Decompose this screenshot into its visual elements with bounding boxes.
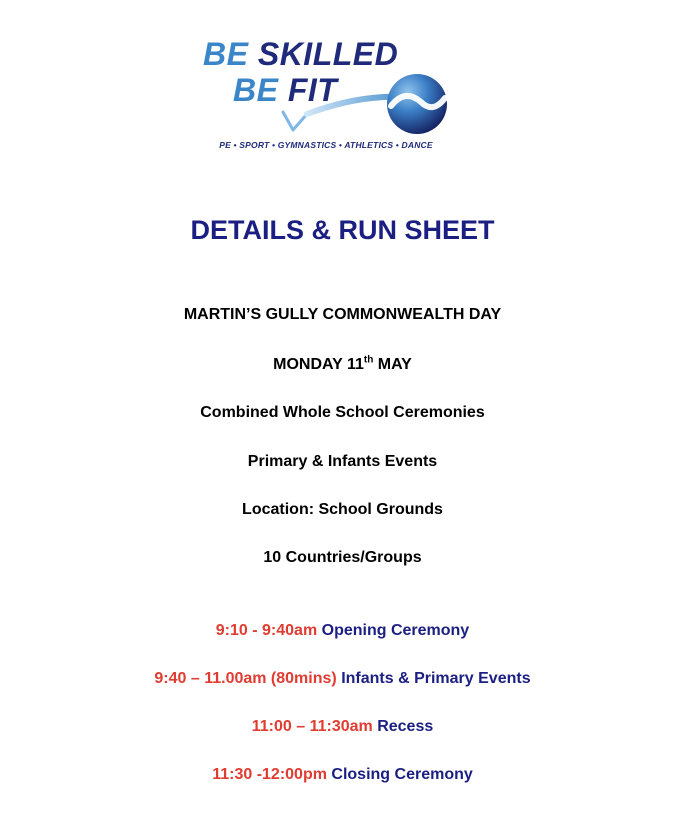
schedule-event: Opening Ceremony: [321, 622, 470, 639]
logo: [195, 32, 465, 157]
logo-text-be: BE: [233, 72, 279, 108]
logo-text-line-1: [203, 38, 398, 70]
schedule-time: 11:00 – 11:30am: [251, 718, 373, 735]
event-date-day: MONDAY 11: [273, 356, 364, 373]
schedule-event: Recess: [377, 718, 434, 735]
logo-text-skilled: SKILLED: [257, 36, 399, 72]
schedule-time: 9:40 – 11.00am (80mins): [154, 670, 337, 687]
schedule-time: 11:30 -12:00pm: [212, 766, 327, 783]
schedule-item: [0, 670, 685, 688]
schedule-item: [0, 718, 685, 736]
detail-line: Primary & Infants Events: [247, 453, 438, 470]
event-date-month: MAY: [373, 356, 412, 373]
schedule-time: 9:10 - 9:40am: [215, 622, 318, 639]
event-name: MARTIN’S GULLY COMMONWEALTH DAY: [183, 306, 502, 323]
logo-text-be: BE: [203, 36, 249, 72]
event-date: [0, 356, 685, 374]
detail-line: 10 Countries/Groups: [263, 549, 422, 566]
event-date-ordinal: th: [363, 354, 374, 366]
detail-line: Location: School Grounds: [242, 501, 443, 518]
schedule-item: [0, 622, 685, 640]
page-title: DETAILS & RUN SHEET: [190, 215, 495, 245]
logo-tagline: PE • SPORT • GYMNASTICS • ATHLETICS • DANCE: [219, 140, 433, 150]
logo-text-fit: FIT: [287, 72, 338, 108]
logo-text-line-2: [233, 74, 337, 106]
detail-line: Combined Whole School Ceremonies: [200, 404, 485, 421]
schedule-event: Infants & Primary Events: [341, 670, 531, 687]
schedule-item: [0, 766, 685, 784]
schedule-event: Closing Ceremony: [331, 766, 473, 783]
